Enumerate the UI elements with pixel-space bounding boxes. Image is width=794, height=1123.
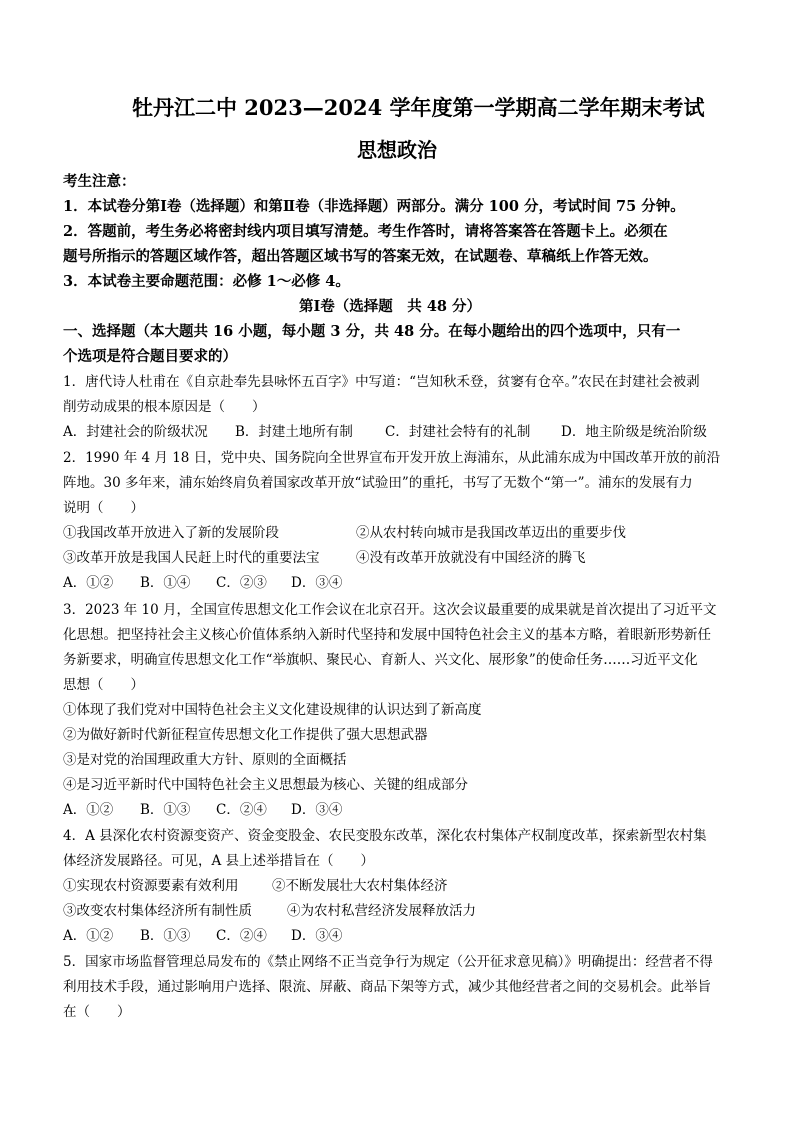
question-1-option-a: A．封建社会的阶级状况 xyxy=(63,424,208,440)
question-3-stem: 思想（ ） xyxy=(63,677,144,693)
question-4-statement: ①实现农村资源要素有效利用 xyxy=(63,878,239,894)
question-3-option-b: B．①③ xyxy=(140,802,191,818)
question-3-statement: ④是习近平新时代中国特色社会主义思想最为核心、关键的组成部分 xyxy=(63,777,468,793)
question-2-statement: ③改革开放是我国人民赶上时代的重要法宝 xyxy=(63,550,320,566)
section-intro: 个选项是符合题目要求的） xyxy=(63,348,237,365)
question-2-option-d: D．③④ xyxy=(291,575,343,591)
question-5-stem: 利用技术手段，通过影响用户选择、限流、屏蔽、商品下架等方式，减少其他经营者之间的交易机会。此举旨 xyxy=(63,979,711,995)
question-5-stem: 在（ ） xyxy=(63,1004,131,1020)
question-4-stem: 体经济发展路径。可见，A 县上述举措旨在（ ） xyxy=(63,853,375,869)
notice-label: 考生注意： xyxy=(63,173,136,190)
notice-item: 2．答题前，考生务必将密封线内项目填写清楚。考生作答时，请将答案答在答题卡上。必须在 xyxy=(63,223,668,240)
exam-subject: 思想政治 xyxy=(357,138,437,162)
question-3-option-c: C．②④ xyxy=(216,802,267,818)
question-4-option-c: C．②④ xyxy=(216,928,267,944)
question-3-statement: ①体现了我们党对中国特色社会主义文化建设规律的认识达到了新高度 xyxy=(63,702,482,718)
notice-item: 3．本试卷主要命题范围：必修 1～必修 4。 xyxy=(63,273,350,290)
question-2-stem: 说明（ ） xyxy=(63,500,144,516)
question-1-stem: 1．唐代诗人杜甫在《自京赴奉先县咏怀五百字》中写道：“岂知秋禾登，贫窭有仓卒。”农民在封建社会被剥 xyxy=(63,374,700,390)
question-4-stem: 4．A 县深化农村资源变资产、资金变股金、农民变股东改革，深化农村集体产权制度改革，探索新型农村集 xyxy=(63,828,707,844)
question-5-stem: 5．国家市场监督管理总局发布的《禁止网络不正当竞争行为规定（公开征求意见稿）》明确提出：经营者不得 xyxy=(63,954,713,970)
question-2-stem: 2．1990 年 4 月 18 日，党中央、国务院向全世界宣布开发开放上海浦东，从此浦东成为中国改革开放的前沿 xyxy=(63,450,721,466)
question-2-stem: 阵地。30 多年来，浦东始终肩负着国家改革开放“试验田”的重托，书写了无数个“第一”。浦东的发展有力 xyxy=(63,475,693,491)
question-1-option-b: B．封建土地所有制 xyxy=(235,424,353,440)
question-2-statement: ①我国改革开放进入了新的发展阶段 xyxy=(63,525,279,541)
question-4-option-a: A．①② xyxy=(63,928,114,944)
question-3-statement: ③是对党的治国理政重大方针、原则的全面概括 xyxy=(63,752,347,768)
question-2-option-a: A．①② xyxy=(63,575,114,591)
notice-item: 1．本试卷分第Ⅰ卷（选择题）和第Ⅱ卷（非选择题）两部分。满分 100 分，考试时间 75 分钟。 xyxy=(63,198,685,215)
question-3-option-d: D．③④ xyxy=(291,802,343,818)
question-4-option-b: B．①③ xyxy=(140,928,191,944)
question-4-statement: ②不断发展壮大农村集体经济 xyxy=(272,878,448,894)
question-2-option-c: C．②③ xyxy=(216,575,267,591)
question-3-stem: 务新要求，明确宣传思想文化工作“举旗帜、聚民心、育新人、兴文化、展形象”的使命任务……习近平文化 xyxy=(63,652,698,668)
question-3-option-a: A．①② xyxy=(63,802,114,818)
section-intro: 一、选择题（本大题共 16 小题，每小题 3 分，共 48 分。在每小题给出的四个选项中，只有一 xyxy=(63,323,681,340)
question-1-option-c: C．封建社会特有的礼制 xyxy=(385,424,531,440)
question-3-stem: 化思想。把坚持社会主义核心价值体系纳入新时代坚持和发展中国特色社会主义的基本方略，着眼新形势新任 xyxy=(63,627,711,643)
notice-item: 题号所指示的答题区域作答，超出答题区域书写的答案无效，在试题卷、草稿纸上作答无效。 xyxy=(63,248,658,265)
question-3-statement: ②为做好新时代新征程宣传思想文化工作提供了强大思想武器 xyxy=(63,727,428,743)
question-2-statement: ②从农村转向城市是我国改革迈出的重要步伐 xyxy=(356,525,626,541)
question-4-option-d: D．③④ xyxy=(291,928,343,944)
question-1-stem: 削劳动成果的根本原因是（ ） xyxy=(63,399,266,415)
exam-title: 牡丹江二中 2023—2024 学年度第一学期高二学年期末考试 xyxy=(132,95,705,120)
question-2-statement: ④没有改革开放就没有中国经济的腾飞 xyxy=(356,550,586,566)
question-4-statement: ④为农村私营经济发展释放活力 xyxy=(287,903,476,919)
question-1-option-d: D．地主阶级是统治阶级 xyxy=(561,424,707,440)
question-3-stem: 3．2023 年 10 月，全国宣传思想文化工作会议在北京召开。这次会议最重要的成果就是首次提出了习近平文 xyxy=(63,602,717,618)
section-title: 第Ⅰ卷（选择题 共 48 分） xyxy=(299,298,482,315)
question-4-statement: ③改变农村集体经济所有制性质 xyxy=(63,903,252,919)
question-2-option-b: B．①④ xyxy=(140,575,191,591)
